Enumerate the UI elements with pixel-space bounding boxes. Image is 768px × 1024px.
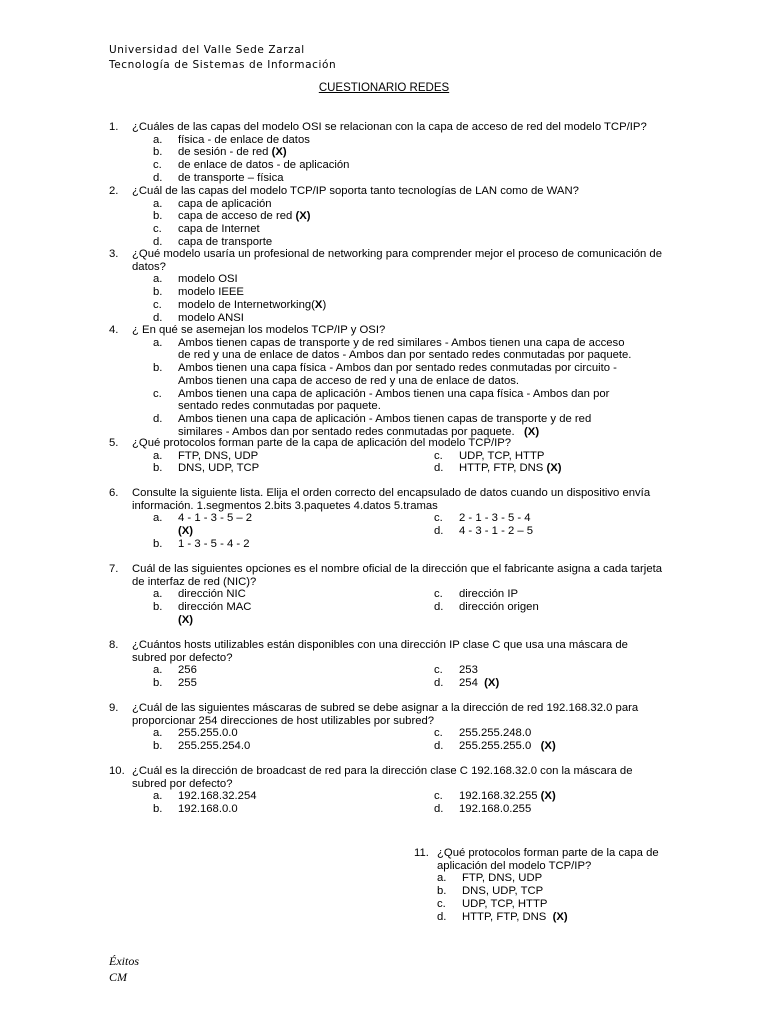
option-a — [153, 273, 664, 286]
option-d — [434, 462, 664, 475]
question-text: ¿Cuál es la dirección de broadcast de red para la dirección clase C 192.168.32.0 con la máscara de subred por defecto? — [132, 765, 633, 790]
question-text: ¿Qué modelo usaría un profesional de networking para comprender mejor el proceso de comunicación de datos? — [132, 248, 662, 273]
option-text: de transporte – física — [178, 171, 284, 184]
option-text: DNS, UDP, TCP — [462, 885, 544, 898]
option-c — [153, 159, 664, 172]
question-1 — [109, 121, 664, 185]
question-number: 3. — [109, 248, 119, 260]
option-text: 192.168.0.255 — [459, 803, 532, 816]
option-letter: d. — [437, 910, 447, 923]
option-letter: c. — [153, 387, 162, 400]
option-d — [434, 740, 664, 753]
option-d — [153, 172, 664, 185]
answer-mark: (X) — [178, 613, 194, 626]
question-6 — [109, 487, 664, 551]
option-letter: b. — [153, 803, 163, 816]
option-text: 255.255.248.0 — [459, 727, 532, 740]
option-c — [434, 790, 664, 803]
option-text: 2 - 1 - 3 - 5 - 4 — [459, 512, 531, 525]
option-text: 192.168.32.255 — [459, 790, 541, 803]
option-text: modelo ANSI — [178, 311, 244, 324]
option-letter: a. — [153, 197, 163, 210]
option-letter: a. — [153, 512, 163, 525]
option-a — [153, 664, 434, 677]
option-c — [434, 512, 664, 525]
answer-mark: (X) — [552, 910, 568, 923]
option-c — [153, 388, 633, 413]
option-b — [153, 286, 664, 299]
question-7 — [109, 563, 664, 627]
option-letter: d. — [434, 740, 444, 753]
option-a — [153, 727, 434, 740]
option-letter: b. — [153, 601, 163, 614]
option-text: 255 — [178, 677, 197, 690]
option-b — [153, 601, 434, 614]
document-header — [109, 43, 336, 73]
question-number: 6. — [109, 487, 119, 499]
answer-mark: (X) — [484, 677, 500, 690]
option-text: de sesión - de red — [178, 146, 269, 159]
option-c — [437, 898, 674, 911]
option-text: DNS, UDP, TCP — [178, 462, 260, 475]
option-text: capa de aplicación — [178, 197, 272, 210]
question-11 — [414, 847, 674, 923]
option-text: Ambos tienen una capa de aplicación - Ambos tienen una capa física - Ambos dan por sentado redes conmutadas por paquete. — [178, 387, 610, 413]
option-letter: d. — [153, 235, 163, 248]
option-d — [434, 803, 664, 816]
option-text: 1 - 3 - 5 - 4 - 2 — [178, 537, 250, 550]
question-text: Cuál de las siguientes opciones es el nombre oficial de la dirección que el fabricante asigna a cada tarjeta de interfaz de red (NIC)? — [132, 563, 663, 588]
option-a-mark — [153, 525, 434, 538]
option-letter: d. — [153, 412, 163, 425]
option-letter: b. — [153, 537, 163, 550]
option-letter: a. — [153, 449, 163, 462]
option-b — [153, 362, 633, 387]
option-letter: c. — [153, 298, 162, 311]
footer-initials: CM — [109, 970, 127, 984]
question-number: 7. — [109, 563, 119, 575]
option-text: HTTP, FTP, DNS — [462, 910, 553, 923]
option-letter: d. — [434, 525, 444, 538]
option-text: UDP, TCP, HTTP — [462, 897, 548, 910]
option-a — [153, 450, 434, 463]
option-text: dirección NIC — [178, 588, 246, 601]
option-b — [153, 146, 664, 159]
option-text: modelo OSI — [178, 273, 238, 286]
option-text: FTP, DNS, UDP — [178, 449, 259, 462]
question-text: ¿Cuál de las capas del modelo TCP/IP soporta tanto tecnologías de LAN como de WAN? — [132, 185, 579, 197]
question-text: ¿Cuáles de las capas del modelo OSI se relacionan con la capa de acceso de red del modelo TCP/IP? — [132, 121, 647, 133]
question-9 — [109, 702, 664, 753]
option-text: HTTP, FTP, DNS — [459, 462, 547, 475]
answer-mark: (X) — [178, 525, 194, 538]
option-text: 4 - 1 - 3 - 5 – 2 — [178, 512, 253, 525]
option-letter: c. — [434, 588, 443, 601]
option-text: capa de acceso de red — [178, 210, 293, 223]
question-4 — [109, 324, 664, 438]
option-letter: d. — [434, 677, 444, 690]
option-letter: a. — [153, 790, 163, 803]
answer-mark: (X) — [524, 425, 540, 438]
option-text: Ambos tienen capas de transporte y de red similares - Ambos tienen una capa de acceso de red y una de enlace de datos - Ambos dan por sentado redes conmutadas por paquete. — [178, 336, 632, 362]
question-5 — [109, 437, 664, 475]
option-letter: b. — [153, 362, 163, 375]
option-text: modelo IEEE — [178, 286, 244, 299]
option-letter: d. — [153, 171, 163, 184]
option-text: capa de transporte — [178, 235, 273, 248]
answer-mark: (X) — [540, 740, 556, 753]
option-text: Ambos tienen una capa de aplicación - Ambos tienen capas de transporte y de red similares - Ambos dan por sentado redes conmutadas por paquete. — [178, 412, 595, 438]
question-text: ¿Qué protocolos forman parte de la capa de aplicación del modelo TCP/IP? — [437, 847, 659, 872]
program-name: Tecnología de Sistemas de Información — [109, 59, 337, 71]
option-text: 255.255.0.0 — [178, 727, 238, 740]
option-c — [434, 450, 664, 463]
option-letter: a. — [153, 588, 163, 601]
footer-greeting: Éxitos — [109, 954, 139, 968]
option-a — [437, 872, 674, 885]
question-text: ¿Cuántos hosts utilizables están disponibles con una dirección IP clase C que usa una máscara de subred por defecto? — [132, 639, 628, 664]
option-text: de enlace de datos - de aplicación — [178, 159, 350, 172]
question-number: 5. — [109, 437, 119, 449]
option-letter: a. — [153, 133, 163, 146]
option-text: 256 — [178, 664, 197, 677]
option-a — [153, 512, 434, 525]
option-letter: c. — [437, 897, 446, 910]
question-3 — [109, 248, 664, 324]
question-number: 9. — [109, 702, 119, 714]
option-d — [153, 236, 664, 249]
option-text: 192.168.32.254 — [178, 790, 257, 803]
option-b-mark — [153, 614, 434, 627]
option-text: dirección origen — [459, 601, 539, 614]
option-text: dirección IP — [459, 588, 519, 601]
option-text: UDP, TCP, HTTP — [459, 449, 545, 462]
option-a — [153, 337, 633, 362]
option-text: 192.168.0.0 — [178, 803, 238, 816]
option-letter: c. — [434, 449, 443, 462]
option-d — [434, 677, 664, 690]
option-letter: b. — [153, 210, 163, 223]
option-letter: a. — [153, 273, 163, 286]
question-number: 2. — [109, 185, 119, 197]
option-text: 253 — [459, 664, 478, 677]
question-number: 10. — [109, 765, 125, 777]
option-letter: c. — [434, 790, 443, 803]
option-d — [153, 312, 664, 325]
question-text: Consulte la siguiente lista. Elija el orden correcto del encapsulado de datos cuando un dispositivo envía información. 1.segmentos 2.bits 3.paquetes 4.datos 5.tramas — [132, 487, 651, 512]
answer-mark: (X) — [546, 462, 562, 475]
option-text: 254 — [459, 677, 485, 690]
option-b — [153, 538, 434, 551]
answer-mark: (X) — [540, 790, 556, 803]
option-text: capa de Internet — [178, 223, 260, 236]
question-number: 8. — [109, 639, 119, 651]
option-letter: a. — [153, 336, 163, 349]
option-c — [434, 727, 664, 740]
option-text: modelo de Internetworking( — [178, 298, 315, 311]
option-letter: d. — [434, 601, 444, 614]
option-c — [434, 664, 664, 677]
option-letter: a. — [153, 664, 163, 677]
option-text: 255.255.255.0 — [459, 740, 541, 753]
option-b — [153, 740, 434, 753]
question-8 — [109, 639, 664, 690]
question-10 — [109, 765, 664, 816]
question-number: 11. — [414, 847, 429, 859]
option-letter: c. — [434, 727, 443, 740]
option-letter: b. — [153, 286, 163, 299]
option-c — [434, 588, 664, 601]
answer-mark: (X) — [271, 146, 287, 159]
option-b — [437, 885, 674, 898]
document-footer — [109, 953, 139, 985]
answer-mark: (X) — [295, 210, 311, 223]
option-text: FTP, DNS, UDP — [462, 872, 543, 885]
university-name: Universidad del Valle Sede Zarzal — [109, 44, 305, 56]
option-letter: b. — [153, 462, 163, 475]
question-2 — [109, 185, 664, 249]
option-letter: a. — [153, 727, 163, 740]
option-letter: a. — [437, 872, 447, 885]
option-letter: b. — [153, 677, 163, 690]
option-text-close: ) — [322, 298, 327, 311]
question-text: ¿Cuál de las siguientes máscaras de subred se debe asignar a la dirección de red 192.168.32.0 para proporcionar 254 direcciones de host utilizables por subred? — [132, 702, 639, 727]
question-number: 1. — [109, 121, 119, 133]
option-letter: c. — [434, 512, 443, 525]
option-text: 255.255.254.0 — [178, 740, 251, 753]
option-d — [437, 911, 674, 924]
option-letter: d. — [153, 311, 163, 324]
option-a — [153, 134, 664, 147]
option-a — [153, 588, 434, 601]
question-text: ¿ En qué se asemejan los modelos TCP/IP y OSI? — [132, 324, 386, 336]
option-c — [153, 223, 664, 236]
option-letter: d. — [434, 462, 444, 475]
option-letter: c. — [434, 664, 443, 677]
page-title: CUESTIONARIO REDES — [318, 82, 450, 94]
option-letter: d. — [434, 803, 444, 816]
option-letter: c. — [153, 159, 162, 172]
question-number: 4. — [109, 324, 119, 336]
option-d — [153, 413, 633, 438]
option-d — [434, 525, 664, 538]
option-b — [153, 462, 434, 475]
option-letter: b. — [437, 885, 447, 898]
option-letter: b. — [153, 740, 163, 753]
answer-mark: X — [314, 298, 323, 311]
option-d — [434, 601, 664, 614]
option-b — [153, 677, 434, 690]
option-letter: c. — [153, 223, 162, 236]
option-letter: b. — [153, 146, 163, 159]
question-text: ¿Qué protocolos forman parte de la capa de aplicación del modelo TCP/IP? — [132, 437, 512, 449]
option-text: Ambos tienen una capa física - Ambos dan por sentado redes conmutadas por circuito - Ambos tienen una capa de acceso de red y una de enlace de datos. — [178, 362, 617, 387]
option-b — [153, 210, 664, 223]
option-text: dirección MAC — [178, 601, 252, 614]
option-b — [153, 803, 434, 816]
option-text: 4 - 3 - 1 - 2 – 5 — [459, 525, 534, 538]
option-text: física - de enlace de datos — [178, 133, 310, 146]
option-a — [153, 198, 664, 211]
option-a — [153, 790, 434, 803]
option-c — [153, 299, 664, 312]
